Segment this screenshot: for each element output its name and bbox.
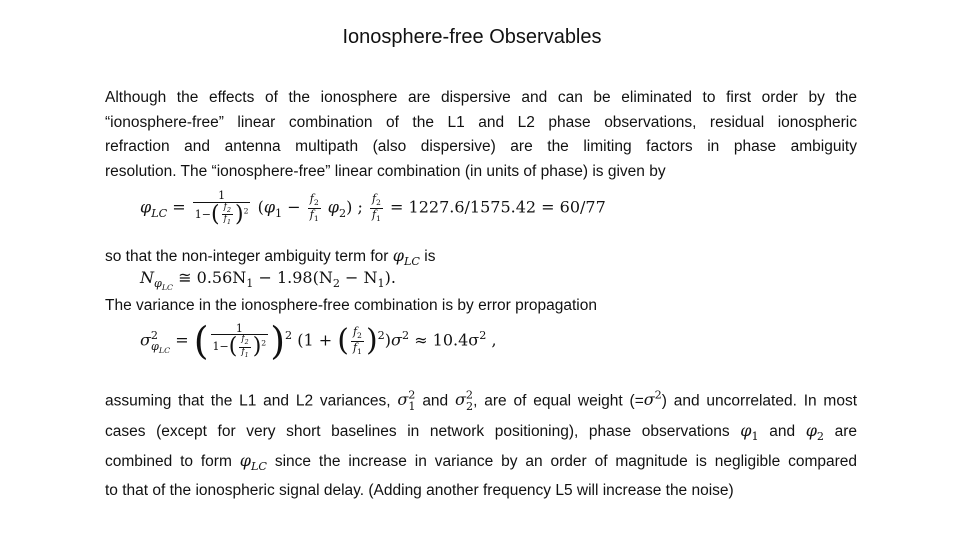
equation-variance: $\sigma^2_{\varphi_{LC}}$ = ( 1 1−( $\frac{f_2}{f_1}$ )$^2$ )$^2$ (1 + ( $\frac{f_2}{f_1}$ )$^2)\sigma^2 \approx 10.4\sigma^2$ , [140,319,497,363]
conclusion-l3-a: combined to form [105,452,232,470]
variance-intro: The variance in the ionosphere-free combination is by error propagation [105,297,597,314]
eq2-part-c: − N [339,268,378,287]
conclusion-l1-b: and [422,392,449,410]
frequency-ratio: = 1227.6/1575.42 = 60/77 [390,197,606,217]
conclusion-l3-b: since the increase in variance by an order of magnitude is negligible compared [274,452,857,470]
intro-paragraph [105,86,857,184]
slide-title: Ionosphere-free Observables [342,26,602,48]
conclusion-l2-a: cases (except for very short baselines in network positioning), phase observations [105,422,730,440]
eq2-part-d: ). [384,268,396,287]
conclusion-l2-b: and [769,422,796,440]
equation-ambiguity: $N_{\varphi_{LC}}$ ≅ $0.56N_1 - 1.98(N_2 - N_1)$. [140,268,396,293]
conclusion-line-4: to that of the ionospheric signal delay. (Adding another frequency L5 will increase the noise) [105,481,734,499]
intro-line-3: refraction and antenna multipath (also dispersive) are the limiting factors in phase ambiguity [105,138,857,155]
equation-phi-lc: $\varphi_{LC}$ = 1 1−( $\frac{f_2}{f_1}$ )$^2$ ($\varphi_1$ − $\frac{f_2}{f_1}$ $\varphi_2$) ; $\frac{f_2}{f_1}$ = 1227.6/1575.42 = 60/77 [140,189,606,227]
conclusion-paragraph [105,384,857,503]
conclusion-line-2: cases (except for very short baselines in network positioning), phase observations $\varphi_1$ and $\varphi_2$ are [105,420,858,443]
eq2-part-a: ≅ 0.56N [178,268,247,287]
ambiguity-text-end: is [424,248,436,265]
conclusion-line-3: combined to form $\varphi_{LC}$ since the increase in variance by an order of magnitude is negligible compared [105,450,857,473]
variance-result: ≈ 10.4σ [414,330,480,350]
intro-line-1: Although the effects of the ionosphere are dispersive and can be eliminated to first order by the [105,89,857,106]
conclusion-l1-a: assuming that the L1 and L2 variances, [105,392,391,410]
conclusion-l1-d: ) and uncorrelated. In most [661,392,858,410]
conclusion-line-1: assuming that the L1 and L2 variances, $\sigma^2_1$ and $\sigma^2_2$, are of equal weight $(=\sigma^2)$ and uncorrelated. In most [105,389,858,413]
intro-line-2: “ionosphere-free” linear combination of the L1 and L2 phase observations, residual ionospheric [105,113,857,131]
conclusion-l2-c: are [834,422,858,440]
intro-line-4: resolution. The “ionosphere-free” linear combination (in units of phase) is given by [105,162,666,180]
ambiguity-text: so that the non-integer ambiguity term for [105,248,389,265]
conclusion-l1-c: , are of equal weight (= [473,392,644,410]
eq2-part-b: − 1.98(N [253,268,333,287]
ambiguity-paragraph: so that the non-integer ambiguity term for $\varphi_{LC}$ is [105,246,436,269]
